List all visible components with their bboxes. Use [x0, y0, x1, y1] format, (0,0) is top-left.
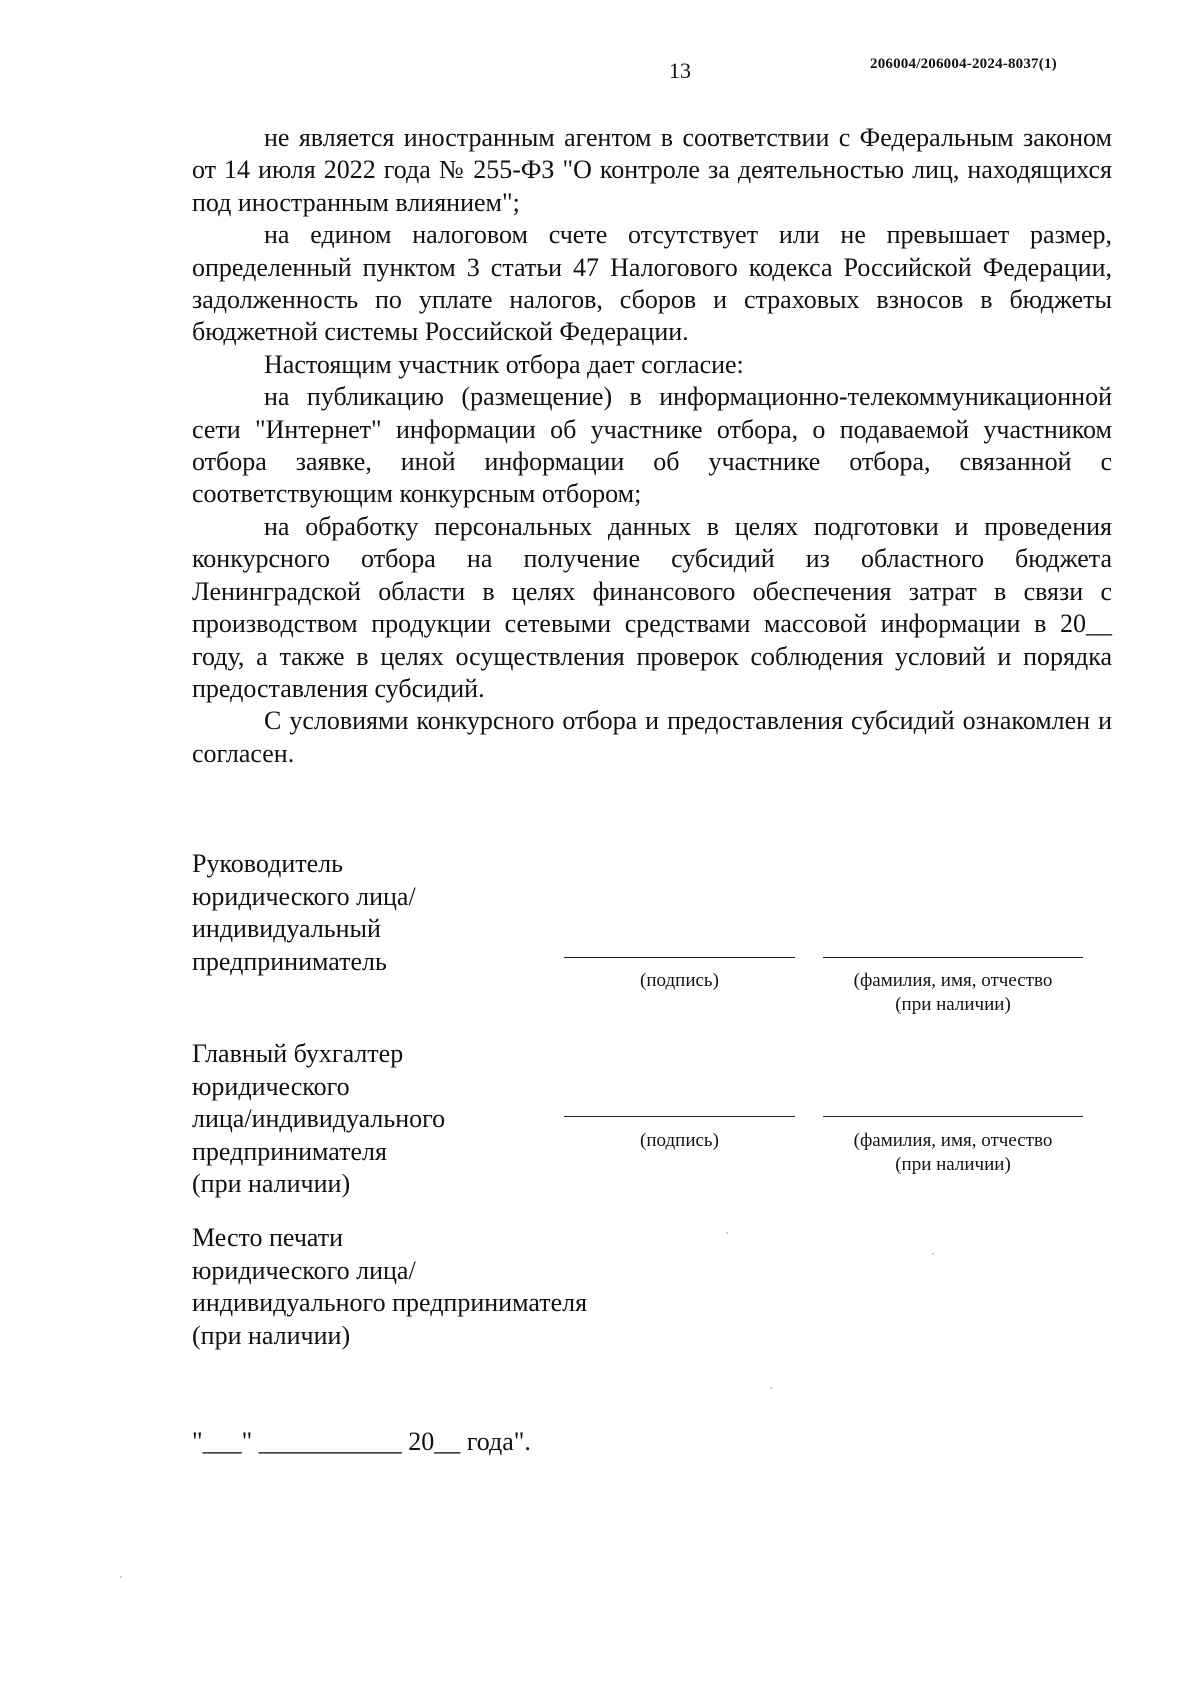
label-line: Место печати: [192, 1223, 344, 1252]
label-line: лица/индивидуального: [192, 1104, 446, 1133]
label-line: юридического лица/: [192, 1255, 416, 1285]
paragraph-consent-personal-data: на обработку персональных данных в целях подготовки и проведения конкурсного отбора на получение субсидий из областного бюджета Ленинградской области в целях финансового обеспечения затрат в связи с производством продукции сетевыми средствами массовой информации в 20__ году, а также в целях осуществления проверок соблюдения условий и порядка предоставления субсидий.: [192, 511, 1112, 703]
head-signature-label: [192, 848, 416, 978]
label-line: юридического: [192, 1071, 350, 1101]
caption-line: (при наличии): [895, 994, 1011, 1015]
paragraph-foreign-agent: не является иностранным агентом в соответствии с Федеральным законом от 14 июля 2022 года № 255-ФЗ "О контроле за деятельностью лиц, находящихся под иностранным влиянием";: [192, 123, 1112, 217]
label-line: (при наличии): [192, 1320, 351, 1350]
label-line: Главный бухгалтер: [192, 1039, 404, 1068]
label-line: индивидуальный: [192, 914, 381, 943]
accountant-name-caption: [823, 1129, 1083, 1177]
label-line: Руководитель: [192, 849, 343, 878]
document-id: 206004/206004-2024-8037(1): [870, 56, 1057, 72]
label-line: предприниматель: [192, 946, 387, 976]
caption-line: (при наличии): [895, 1154, 1011, 1175]
head-signature-line: [564, 957, 795, 958]
paragraph-consent-intro: Настоящим участник отбора дает согласие:: [264, 349, 744, 379]
accountant-signature-caption: (подпись): [640, 1130, 719, 1151]
accountant-name-line: [823, 1116, 1083, 1117]
body-text: [192, 122, 1112, 770]
scan-speck: [726, 1232, 728, 1234]
head-name-line: [823, 957, 1083, 958]
caption-line: (фамилия, имя, отчество: [853, 970, 1053, 991]
stamp-place-label: [192, 1222, 587, 1352]
label-line: юридического лица/: [192, 881, 416, 911]
paragraph-tax-debt: на едином налоговом счете отсутствует или не превышает размер, определенный пунктом 3 статьи 47 Налогового кодекса Российской Федерации, задолженность по уплате налогов, сборов и страховых взносов в бюджеты бюджетной системы Российской Федерации.: [192, 220, 1112, 347]
label-line: предпринимателя: [192, 1136, 387, 1166]
accountant-signature-line: [564, 1116, 795, 1117]
label-line: индивидуального предпринимателя: [192, 1288, 588, 1317]
caption-line: (фамилия, имя, отчество: [853, 1130, 1053, 1151]
paragraph-consent-publication: на публикацию (размещение) в информационно-телекоммуникационной сети "Интернет" информации об участнике отбора, о подаваемой участником отбора заявке, иной информации об участнике отбора, связанной с соответствующим конкурсным отбором;: [192, 382, 1112, 509]
date-line: "___" ___________ 20__ года".: [192, 1427, 531, 1456]
paragraph-acknowledgement: С условиями конкурсного отбора и предоставления субсидий ознакомлен и согласен.: [192, 706, 1112, 768]
label-line: (при наличии): [192, 1169, 351, 1198]
accountant-signature-label: [192, 1038, 445, 1201]
head-name-caption: [823, 969, 1083, 1017]
page-number: 13: [669, 58, 691, 83]
head-signature-caption: (подпись): [640, 970, 719, 991]
scan-speck: [932, 1253, 934, 1255]
scan-speck: [770, 1387, 772, 1389]
scan-speck: [120, 1576, 122, 1578]
